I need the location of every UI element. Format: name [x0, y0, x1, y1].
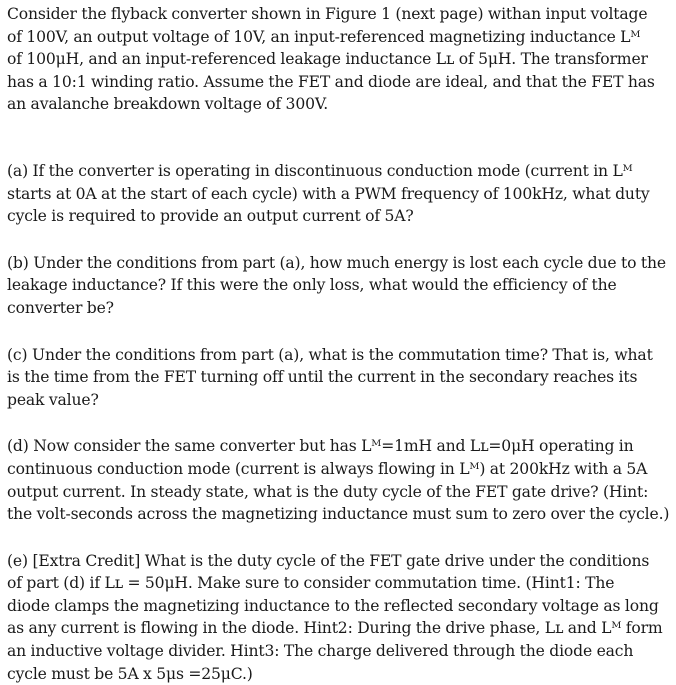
text-line: starts at 0A at the start of each cycle) with a PWM frequency of 100kHz, what duty — [7, 184, 650, 203]
text-line: as any current is flowing in the diode. Hint2: During the drive phase, Lʟ and Lᴹ form — [7, 619, 663, 638]
text-line: (e) [Extra Credit] What is the duty cycle of the FET gate drive under the conditions — [7, 551, 650, 570]
question-part-c — [7, 344, 673, 412]
text-line: has a 10:1 winding ratio. Assume the FET and diode are ideal, and that the FET has — [7, 72, 655, 91]
text-line: the volt-seconds across the magnetizing inductance must sum to zero over the cycle.) — [7, 505, 670, 524]
question-part-b — [7, 252, 673, 320]
text-line: an inductive voltage divider. Hint3: The charge delivered through the diode each — [7, 642, 634, 661]
question-part-d — [7, 435, 673, 525]
text-line: of part (d) if Lʟ = 50μH. Make sure to consider commutation time. (Hint1: The — [7, 574, 615, 593]
text-line: peak value? — [7, 390, 99, 409]
problem-intro — [7, 3, 673, 116]
text-line: of 100V, an output voltage of 10V, an input-referenced magnetizing inductance Lᴹ — [7, 27, 641, 46]
text-line: of 100μH, and an input-referenced leakage inductance Lʟ of 5μH. The transformer — [7, 50, 648, 69]
text-line: cycle must be 5A x 5μs =25μC.) — [7, 664, 253, 683]
question-part-e — [7, 550, 673, 685]
text-line: cycle is required to provide an output current of 5A? — [7, 207, 414, 226]
text-line: Consider the flyback converter shown in Figure 1 (next page) withan input voltage — [7, 5, 648, 23]
text-line: (d) Now consider the same converter but has Lᴹ=1mH and Lʟ=0μH operating in — [7, 437, 634, 456]
text-line: (a) If the converter is operating in discontinuous conduction mode (current in Lᴹ — [7, 161, 633, 180]
question-part-a — [7, 160, 673, 228]
problem-document — [7, 3, 673, 685]
text-line: (c) Under the conditions from part (a), what is the commutation time? That is, what — [7, 345, 653, 364]
text-line: an avalanche breakdown voltage of 300V. — [7, 95, 329, 114]
text-line: is the time from the FET turning off until the current in the secondary reaches its — [7, 368, 638, 387]
text-line: leakage inductance? If this were the only loss, what would the efficiency of the — [7, 276, 617, 295]
text-line: output current. In steady state, what is the duty cycle of the FET gate drive? (Hint: — [7, 482, 649, 501]
text-line: (b) Under the conditions from part (a), how much energy is lost each cycle due to the — [7, 253, 666, 272]
text-line: converter be? — [7, 298, 114, 317]
text-line: continuous conduction mode (current is always flowing in Lᴹ) at 200kHz with a 5A — [7, 459, 648, 478]
text-line: diode clamps the magnetizing inductance to the reflected secondary voltage as long — [7, 596, 659, 615]
